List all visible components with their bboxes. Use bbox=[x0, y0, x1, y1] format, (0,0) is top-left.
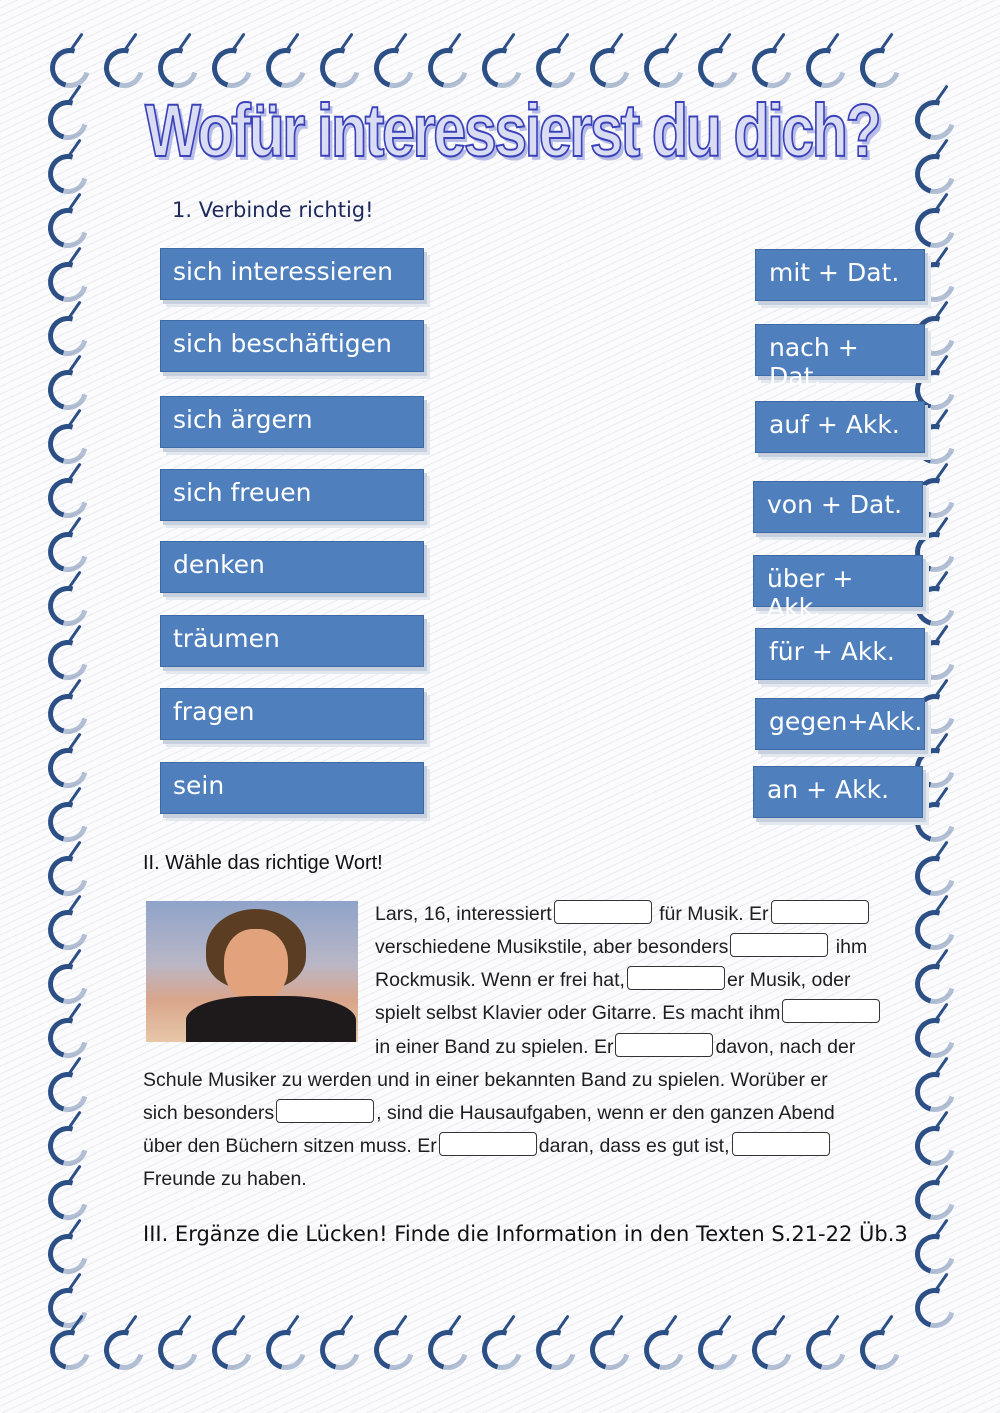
preposition-card[interactable]: mit + Dat. bbox=[755, 249, 925, 301]
swirl-ornament bbox=[41, 1119, 96, 1174]
swirl-ornament bbox=[529, 1323, 584, 1378]
swirl-ornament bbox=[41, 1065, 96, 1120]
swirl-ornament bbox=[908, 201, 963, 256]
task3-heading: III. Ergänze die Lücken! Finde die Information in den Texten S.21-22 Üb.3 bbox=[143, 1222, 908, 1246]
verb-card[interactable]: sich freuen bbox=[160, 469, 424, 521]
swirl-ornament bbox=[41, 1173, 96, 1228]
swirl-ornament bbox=[41, 363, 96, 418]
text-line: spielt selbst Klavier oder Gitarre. Es macht ihm bbox=[375, 997, 882, 1030]
swirl-ornament bbox=[205, 1323, 260, 1378]
swirl-ornament bbox=[41, 417, 96, 472]
swirl-ornament bbox=[97, 41, 152, 96]
swirl-ornament bbox=[908, 903, 963, 958]
blank-select[interactable] bbox=[771, 900, 869, 924]
swirl-ornament bbox=[691, 1323, 746, 1378]
text-line: Rockmusik. Wenn er frei hat, er Musik, oder bbox=[375, 964, 851, 997]
swirl-ornament bbox=[259, 1323, 314, 1378]
swirl-ornament bbox=[908, 1281, 963, 1336]
swirl-ornament bbox=[313, 1323, 368, 1378]
preposition-card[interactable]: über + Akk. bbox=[753, 555, 923, 607]
worksheet-title: Wofür interessierst du dich? bbox=[145, 89, 880, 172]
swirl-ornament bbox=[41, 795, 96, 850]
swirl-ornament bbox=[41, 1281, 96, 1336]
swirl-ornament bbox=[41, 93, 96, 148]
swirl-ornament bbox=[421, 1323, 476, 1378]
blank-select[interactable] bbox=[276, 1099, 374, 1123]
swirl-ornament bbox=[41, 741, 96, 796]
swirl-ornament bbox=[43, 1323, 98, 1378]
swirl-ornament bbox=[745, 1323, 800, 1378]
boy-photo bbox=[146, 901, 358, 1042]
swirl-ornament bbox=[799, 1323, 854, 1378]
verb-card[interactable]: sein bbox=[160, 762, 424, 814]
swirl-ornament bbox=[908, 147, 963, 202]
blank-select[interactable] bbox=[439, 1132, 537, 1156]
swirl-ornament bbox=[908, 1011, 963, 1066]
blank-select[interactable] bbox=[782, 999, 880, 1023]
swirl-ornament bbox=[41, 1227, 96, 1282]
swirl-ornament bbox=[367, 1323, 422, 1378]
blank-select[interactable] bbox=[615, 1033, 713, 1057]
preposition-card[interactable]: an + Akk. bbox=[753, 766, 923, 818]
verb-card[interactable]: sich beschäftigen bbox=[160, 320, 424, 372]
swirl-ornament bbox=[43, 41, 98, 96]
verb-card[interactable]: sich ärgern bbox=[160, 396, 424, 448]
blank-select[interactable] bbox=[627, 966, 725, 990]
swirl-ornament bbox=[853, 41, 908, 96]
blank-select[interactable] bbox=[554, 900, 652, 924]
preposition-card[interactable]: von + Dat. bbox=[753, 481, 923, 533]
swirl-ornament bbox=[908, 1065, 963, 1120]
swirl-ornament bbox=[908, 957, 963, 1012]
verb-card[interactable]: denken bbox=[160, 541, 424, 593]
swirl-ornament bbox=[853, 1323, 908, 1378]
swirl-ornament bbox=[908, 849, 963, 904]
task1-heading: 1. Verbinde richtig! bbox=[172, 198, 374, 222]
swirl-ornament bbox=[799, 41, 854, 96]
preposition-card[interactable]: für + Akk. bbox=[755, 628, 925, 680]
swirl-ornament bbox=[475, 1323, 530, 1378]
preposition-card[interactable]: gegen+Akk. bbox=[755, 698, 925, 750]
swirl-ornament bbox=[583, 1323, 638, 1378]
text-line: Freunde zu haben. bbox=[143, 1168, 307, 1190]
blank-select[interactable] bbox=[730, 933, 828, 957]
text-line: Lars, 16, interessiert für Musik. Er bbox=[375, 898, 871, 931]
swirl-ornament bbox=[637, 1323, 692, 1378]
swirl-ornament bbox=[41, 1011, 96, 1066]
swirl-ornament bbox=[41, 201, 96, 256]
verb-card[interactable]: träumen bbox=[160, 615, 424, 667]
swirl-ornament bbox=[97, 1323, 152, 1378]
swirl-ornament bbox=[41, 309, 96, 364]
swirl-ornament bbox=[908, 1119, 963, 1174]
swirl-ornament bbox=[41, 255, 96, 310]
swirl-ornament bbox=[41, 849, 96, 904]
text-line: über den Büchern sitzen muss. Er daran, dass es gut ist, bbox=[143, 1130, 832, 1163]
text-line: in einer Band zu spielen. Er davon, nach der bbox=[375, 1031, 855, 1064]
text-line: Schule Musiker zu werden und in einer bekannten Band zu spielen. Worüber er bbox=[143, 1069, 828, 1091]
swirl-ornament bbox=[41, 471, 96, 526]
preposition-card[interactable]: auf + Akk. bbox=[755, 401, 925, 453]
swirl-ornament bbox=[41, 525, 96, 580]
swirl-ornament bbox=[41, 147, 96, 202]
verb-card[interactable]: sich interessieren bbox=[160, 248, 424, 300]
verb-card[interactable]: fragen bbox=[160, 688, 424, 740]
swirl-ornament bbox=[41, 903, 96, 958]
swirl-ornament bbox=[908, 93, 963, 148]
blank-select[interactable] bbox=[732, 1132, 830, 1156]
text-line: sich besonders , sind die Hausaufgaben, wenn er den ganzen Abend bbox=[143, 1097, 835, 1130]
swirl-ornament bbox=[41, 633, 96, 688]
preposition-card[interactable]: nach + Dat. bbox=[755, 324, 925, 376]
swirl-ornament bbox=[41, 579, 96, 634]
task2-heading: II. Wähle das richtige Wort! bbox=[143, 852, 383, 874]
swirl-ornament bbox=[41, 687, 96, 742]
swirl-ornament bbox=[41, 957, 96, 1012]
text-line: verschiedene Musikstile, aber besonders ihm bbox=[375, 931, 867, 964]
swirl-ornament bbox=[151, 1323, 206, 1378]
